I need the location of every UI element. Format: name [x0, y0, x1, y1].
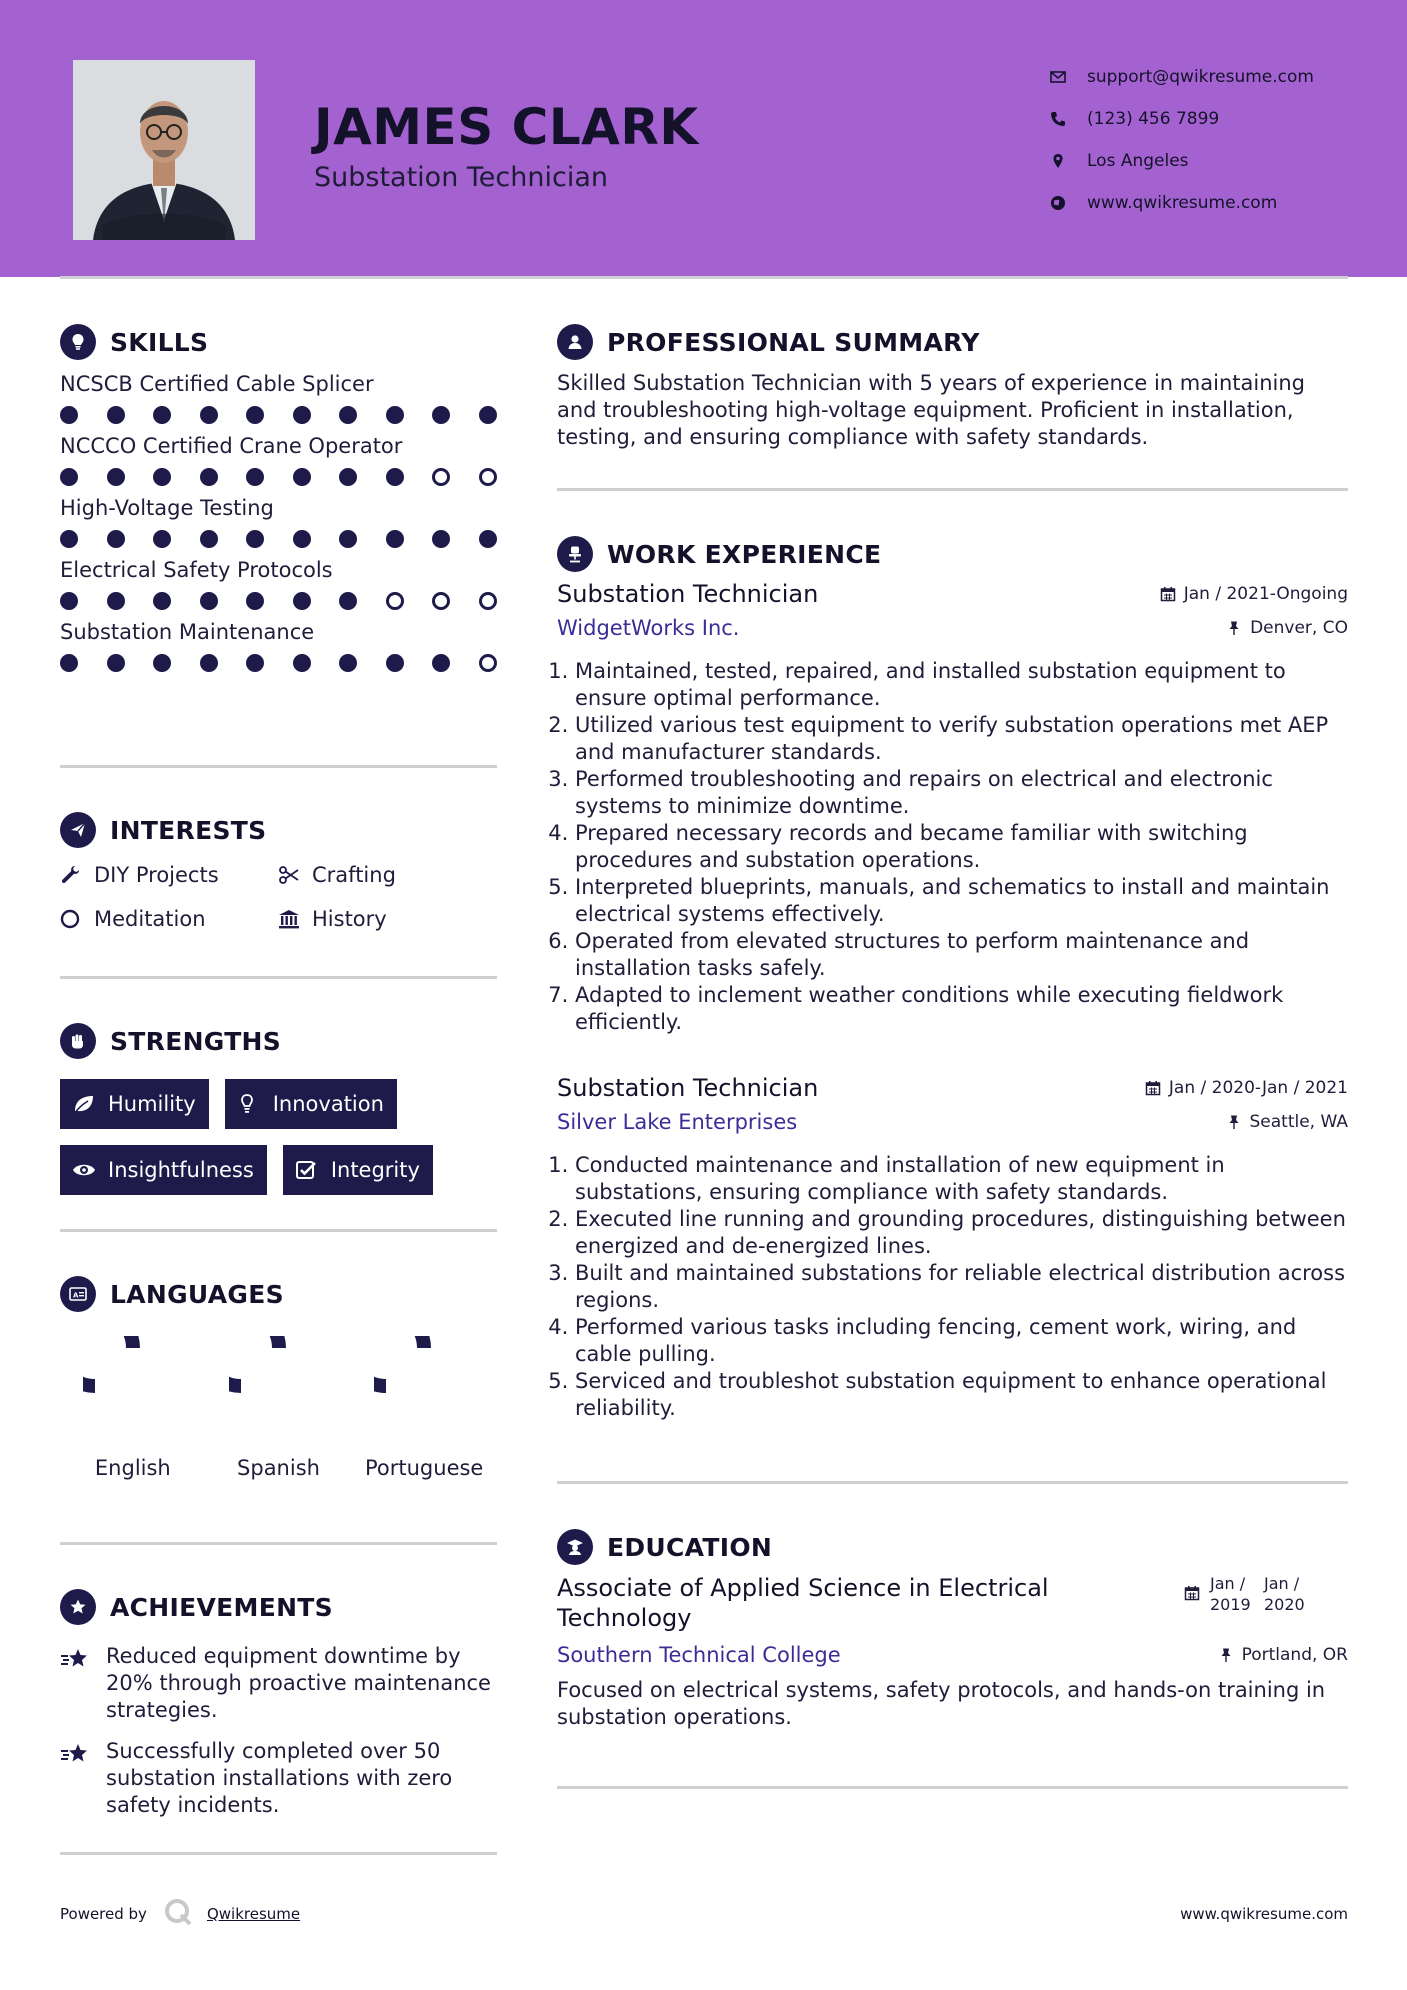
- language-level-ring: [83, 1336, 183, 1436]
- achievement-text: Successfully completed over 50 substation installations with zero safety incidents.: [106, 1739, 453, 1817]
- shooting-star-icon: [60, 1738, 106, 1819]
- rating-dot-filled: [153, 592, 171, 610]
- skill-name: NCCCO Certified Crane Operator: [60, 434, 403, 458]
- language-item: [60, 1336, 206, 1482]
- scissors-icon: [278, 864, 312, 886]
- rating-dot-empty: [479, 654, 497, 672]
- languages-divider: [60, 1542, 497, 1545]
- rating-dot-filled: [153, 406, 171, 424]
- duty-item: 2. Utilized various test equipment to verify substation operations met AEP and manufacturer standards.: [575, 712, 1348, 766]
- strengths-section: [60, 1017, 497, 1195]
- phone-icon: [1050, 111, 1087, 127]
- language-name: Spanish: [237, 1456, 320, 1480]
- summary-divider: [557, 488, 1348, 491]
- rating-dot-filled: [153, 654, 171, 672]
- job-location: [1226, 618, 1348, 638]
- rating-dot-filled: [60, 592, 78, 610]
- education-dates: [1184, 1573, 1318, 1633]
- calendar-icon: [1145, 1080, 1161, 1096]
- language-item: [351, 1336, 497, 1482]
- rating-dot-filled: [60, 530, 78, 548]
- rating-dot-filled: [293, 468, 311, 486]
- achievements-section: [60, 1583, 497, 1819]
- school-location: [1218, 1645, 1348, 1665]
- skill-item: [60, 372, 497, 424]
- languages-list: [60, 1336, 497, 1482]
- rating-dot-filled: [479, 406, 497, 424]
- footer-powered-by: [60, 1897, 300, 1931]
- language-level-ring: [229, 1336, 329, 1436]
- rating-dot-filled: [200, 592, 218, 610]
- rating-dot-empty: [479, 468, 497, 486]
- skills-divider: [60, 765, 497, 768]
- rating-dot-filled: [339, 406, 357, 424]
- job-entry: [557, 1074, 1348, 1422]
- skill-rating: [60, 654, 497, 672]
- duty-item: 2. Executed line running and grounding procedures, distinguishing between energized and de-energized lines.: [575, 1206, 1348, 1260]
- strengths-title: STRENGTHS: [110, 1026, 282, 1056]
- rating-dot-filled: [60, 654, 78, 672]
- skill-rating: [60, 592, 497, 610]
- museum-icon: [278, 908, 312, 930]
- rating-dot-filled: [200, 654, 218, 672]
- left-column: [60, 318, 497, 682]
- rating-dot-filled: [107, 406, 125, 424]
- interest-item: [278, 860, 496, 890]
- skills-heading: [60, 318, 497, 366]
- language-name: Portuguese: [364, 1456, 484, 1480]
- education-title: EDUCATION: [607, 1532, 773, 1562]
- strengths-list: [60, 1079, 497, 1195]
- languages-title: LANGUAGES: [110, 1279, 284, 1309]
- svg-text:A: A: [73, 1291, 79, 1300]
- duty-item: 4. Performed various tasks including fencing, cement work, wiring, and cable pulling.: [575, 1314, 1348, 1368]
- education-divider: [557, 1786, 1348, 1789]
- school-location-text: Portland, OR: [1241, 1645, 1348, 1665]
- graduate-icon: [557, 1529, 593, 1565]
- skills-title: SKILLS: [110, 327, 209, 357]
- skill-rating: [60, 468, 497, 486]
- rating-dot-filled: [60, 468, 78, 486]
- achievement-item: [60, 1738, 497, 1819]
- strength-tag: [60, 1079, 209, 1129]
- rating-dot-filled: [200, 468, 218, 486]
- pushpin-icon: [1218, 1647, 1234, 1663]
- school-name: Southern Technical College: [557, 1643, 841, 1667]
- skill-name: NCSCB Certified Cable Splicer: [60, 372, 374, 396]
- strength-tag: [60, 1145, 267, 1195]
- duty-item: 3. Built and maintained substations for reliable electrical distribution across regions.: [575, 1260, 1348, 1314]
- duty-item: 1. Maintained, tested, repaired, and installed substation equipment to ensure optimal performance.: [575, 658, 1348, 712]
- skills-list: [60, 372, 497, 672]
- rating-dot-filled: [246, 468, 264, 486]
- summary-title: PROFESSIONAL SUMMARY: [607, 327, 980, 357]
- language-name: English: [94, 1456, 171, 1480]
- skill-item: [60, 620, 497, 672]
- interests-title: INTERESTS: [110, 815, 267, 845]
- rating-dot-filled: [60, 406, 78, 424]
- rating-dot-filled: [107, 530, 125, 548]
- rating-dot-empty: [386, 592, 404, 610]
- rating-dot-filled: [246, 406, 264, 424]
- rating-dot-filled: [432, 530, 450, 548]
- footer-url[interactable]: www.qwikresume.com: [1180, 1905, 1348, 1923]
- language-card-icon: [60, 1276, 96, 1312]
- skill-rating: [60, 406, 497, 424]
- rating-dot-filled: [339, 592, 357, 610]
- rating-dot-filled: [339, 468, 357, 486]
- powered-by-text: Powered by: [60, 1905, 147, 1923]
- interest-item: [60, 904, 278, 934]
- interest-item: [278, 904, 496, 934]
- job-location: [1226, 1112, 1349, 1132]
- job-title: Substation Technician: [557, 580, 819, 608]
- language-level-ring: [374, 1336, 474, 1436]
- wrench-icon: [60, 864, 94, 886]
- rating-dot-filled: [386, 530, 404, 548]
- skill-name: High-Voltage Testing: [60, 496, 274, 520]
- strength-label: Innovation: [272, 1092, 384, 1116]
- language-level-arc: [229, 1336, 279, 1386]
- rating-dot-filled: [107, 654, 125, 672]
- calendar-icon: [1184, 1585, 1200, 1601]
- rating-dot-filled: [246, 654, 264, 672]
- rating-dot-filled: [293, 530, 311, 548]
- interest-item: [60, 860, 278, 890]
- rating-dot-filled: [479, 530, 497, 548]
- duty-item: 4. Prepared necessary records and became familiar with switching procedures and substation operations.: [575, 820, 1348, 874]
- rating-dot-filled: [386, 654, 404, 672]
- degree-title: Associate of Applied Science in Electrical Technology: [557, 1574, 1049, 1632]
- education-start-date: Jan / 2019: [1210, 1574, 1251, 1614]
- education-section: [557, 1523, 1348, 1731]
- interests-list: [60, 860, 497, 934]
- language-level-arc: [374, 1336, 424, 1386]
- achievements-heading: [60, 1583, 497, 1631]
- user-icon: [557, 324, 593, 360]
- job-duties: [557, 658, 1348, 1036]
- interest-label: History: [312, 907, 387, 931]
- interests-section: [60, 806, 497, 934]
- rating-dot-filled: [293, 592, 311, 610]
- rating-dot-filled: [339, 654, 357, 672]
- strength-tag: [225, 1079, 397, 1129]
- rating-dot-filled: [153, 468, 171, 486]
- header-divider: [60, 276, 1348, 279]
- duty-item: 1. Conducted maintenance and installation of new equipment in substations, ensuring compliance with safety standards.: [575, 1152, 1348, 1206]
- strength-label: Insightfulness: [108, 1158, 254, 1182]
- profile-photo: [73, 60, 255, 240]
- rating-dot-filled: [246, 592, 264, 610]
- education-heading: [557, 1523, 1348, 1571]
- language-item: [206, 1336, 352, 1482]
- job-company: WidgetWorks Inc.: [557, 616, 740, 640]
- contact-location-text: Los Angeles: [1087, 151, 1189, 171]
- qwikresume-link[interactable]: Qwikresume: [206, 1905, 301, 1923]
- eye-icon: [72, 1159, 108, 1181]
- skill-item: [60, 558, 497, 610]
- duty-item: 5. Serviced and troubleshot substation equipment to enhance operational reliability.: [575, 1368, 1348, 1422]
- interests-divider: [60, 976, 497, 979]
- lightbulb-icon: [237, 1093, 273, 1115]
- strength-label: Humility: [108, 1092, 196, 1116]
- achievement-text: Reduced equipment downtime by 20% through proactive maintenance strategies.: [106, 1644, 491, 1722]
- interest-label: Meditation: [94, 907, 206, 931]
- skill-name: Electrical Safety Protocols: [60, 558, 333, 582]
- achievement-item: [60, 1643, 497, 1724]
- rating-dot-filled: [293, 406, 311, 424]
- experience-title: WORK EXPERIENCE: [607, 539, 882, 569]
- map-pin-icon: [1050, 153, 1087, 169]
- rating-dot-filled: [107, 468, 125, 486]
- contact-website[interactable]: [1050, 182, 1314, 224]
- pushpin-icon: [1226, 1114, 1242, 1130]
- education-end-date: Jan / 2020: [1264, 1574, 1305, 1614]
- paper-plane-icon: [60, 812, 96, 848]
- duty-item: 6. Operated from elevated structures to perform maintenance and installation tasks safely.: [575, 928, 1348, 982]
- languages-heading: [60, 1270, 497, 1318]
- rating-dot-empty: [432, 468, 450, 486]
- rating-dot-filled: [107, 592, 125, 610]
- achievements-title: ACHIEVEMENTS: [110, 1592, 333, 1622]
- checkbox-icon: [295, 1159, 331, 1181]
- fist-icon: [60, 1023, 96, 1059]
- pushpin-icon: [1226, 620, 1242, 636]
- job-entry: [557, 580, 1348, 1036]
- languages-section: [60, 1270, 497, 1482]
- contact-list: [1050, 56, 1314, 224]
- job-location-text: Denver, CO: [1250, 618, 1348, 638]
- skill-item: [60, 496, 497, 548]
- skill-rating: [60, 530, 497, 548]
- candidate-name: JAMES CLARK: [314, 98, 699, 156]
- leaf-icon: [72, 1093, 108, 1115]
- star-badge-icon: [60, 1589, 96, 1625]
- contact-phone-text: (123) 456 7899: [1087, 109, 1220, 129]
- office-chair-icon: [557, 536, 593, 572]
- interests-heading: [60, 806, 497, 854]
- rating-dot-filled: [339, 530, 357, 548]
- globe-icon: [1050, 195, 1087, 211]
- job-duties: [557, 1152, 1348, 1422]
- calendar-icon: [1160, 586, 1176, 602]
- qwikresume-logo-icon: [163, 1897, 193, 1931]
- rating-dot-filled: [246, 530, 264, 548]
- rating-dot-filled: [386, 406, 404, 424]
- summary-heading: [557, 318, 1348, 366]
- rating-dot-filled: [386, 468, 404, 486]
- job-dates-text: Jan / 2021-Ongoing: [1183, 584, 1348, 604]
- rating-dot-empty: [479, 592, 497, 610]
- education-description: Focused on electrical systems, safety protocols, and hands-on training in substation operations.: [557, 1678, 1326, 1729]
- language-level-arc: [83, 1336, 133, 1386]
- interest-label: Crafting: [312, 863, 396, 887]
- job-location-text: Seattle, WA: [1249, 1112, 1348, 1132]
- job-dates: [1160, 584, 1348, 604]
- rating-dot-filled: [153, 530, 171, 548]
- envelope-icon: [1050, 69, 1087, 85]
- job-dates: [1145, 1078, 1348, 1098]
- duty-item: 7. Adapted to inclement weather conditions while executing fieldwork efficiently.: [575, 982, 1348, 1036]
- experience-section: [557, 530, 1348, 1422]
- experience-divider: [557, 1481, 1348, 1484]
- rating-dot-filled: [200, 530, 218, 548]
- achievements-divider: [60, 1852, 497, 1855]
- job-dates-text: Jan / 2020-Jan / 2021: [1168, 1078, 1348, 1098]
- skill-name: Substation Maintenance: [60, 620, 315, 644]
- duty-item: 5. Interpreted blueprints, manuals, and schematics to install and maintain electrical systems effectively.: [575, 874, 1348, 928]
- shooting-star-icon: [60, 1643, 106, 1724]
- rating-dot-filled: [200, 406, 218, 424]
- resume-header: [0, 0, 1407, 277]
- strengths-divider: [60, 1229, 497, 1232]
- contact-email-text: support@qwikresume.com: [1087, 67, 1314, 87]
- candidate-title: Substation Technician: [314, 162, 608, 193]
- strengths-heading: [60, 1017, 497, 1065]
- skill-item: [60, 434, 497, 486]
- rating-dot-filled: [432, 654, 450, 672]
- strength-label: Integrity: [330, 1158, 420, 1182]
- rating-dot-filled: [293, 654, 311, 672]
- contact-website-text: www.qwikresume.com: [1087, 193, 1278, 213]
- rating-dot-filled: [432, 406, 450, 424]
- contact-location: [1050, 140, 1314, 182]
- right-column: [557, 318, 1348, 451]
- lightbulb-icon: [60, 324, 96, 360]
- summary-text: Skilled Substation Technician with 5 years of experience in maintaining and troubleshooting high-voltage equipment. Proficient in installation, testing, and ensuring compliance with safety standards.: [557, 371, 1305, 449]
- rating-dot-empty: [432, 592, 450, 610]
- contact-email[interactable]: [1050, 56, 1314, 98]
- circle-icon: [60, 908, 94, 930]
- interest-label: DIY Projects: [94, 863, 219, 887]
- job-company: Silver Lake Enterprises: [557, 1110, 798, 1134]
- experience-heading: [557, 530, 1348, 578]
- contact-phone[interactable]: [1050, 98, 1314, 140]
- strength-tag: [283, 1145, 433, 1195]
- duty-item: 3. Performed troubleshooting and repairs on electrical and electronic systems to minimize downtime.: [575, 766, 1348, 820]
- job-title: Substation Technician: [557, 1074, 819, 1102]
